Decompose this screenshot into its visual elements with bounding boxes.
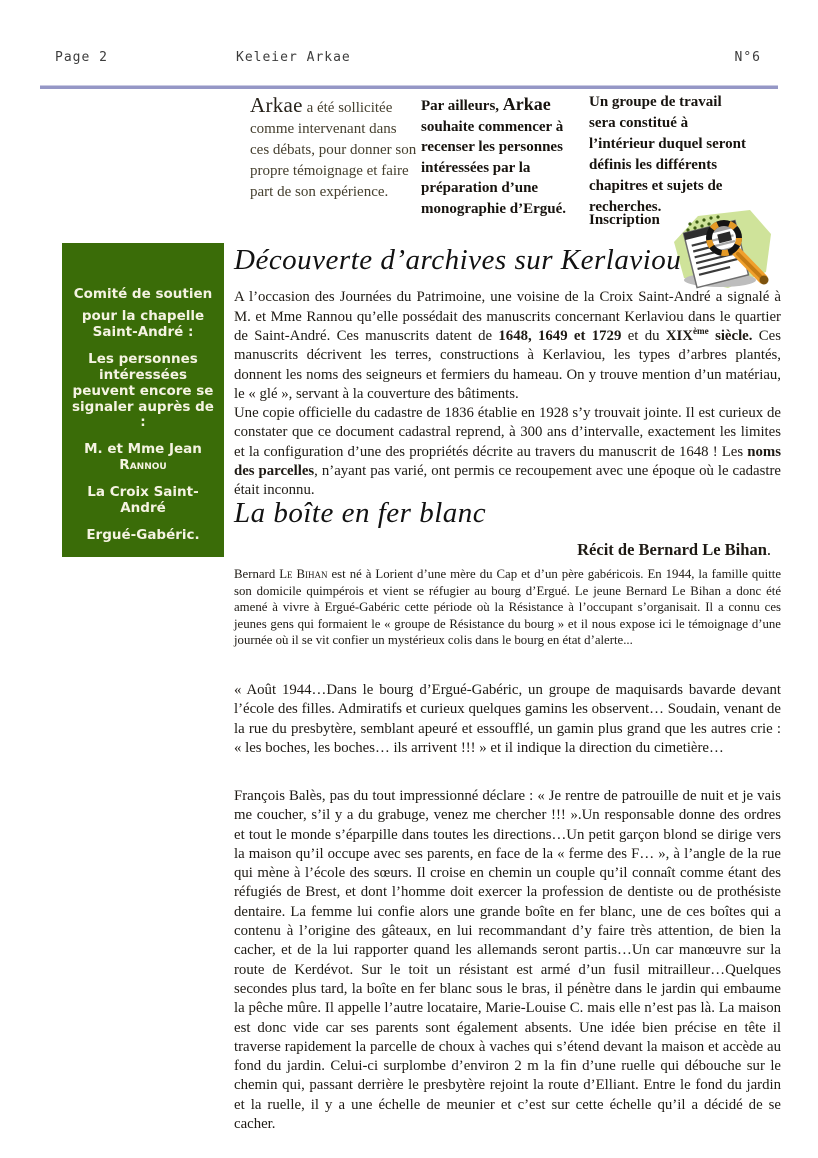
article-kerlaviou-paragraph-2 [234, 404, 781, 500]
bold-dates: 1648, 1649 et 1729 [498, 327, 622, 344]
article-kerlaviou-title: Découverte d’archives sur Kerlaviou [234, 244, 682, 276]
text-run: Bernard [234, 567, 280, 581]
century-suffix: ème [692, 326, 709, 337]
article-kerlaviou [234, 244, 781, 501]
support-committee-box [62, 243, 224, 557]
intro-column-3 [589, 92, 751, 218]
article-boite-paragraph-2: François Balès, pas du tout impressionné déclare : « Je rentre de patrouille de nuit et je vais me coucher, s’il y a du grabuge, venez me chercher !!! ».Un responsable donne des ordres et tout le monde s’éparpille dans toutes les directions…Un petit garçon blond se dirige vers la maison qu’il occupe avec ses parents, en face de la « ferme des F… », à l’angle de la rue qui mène à l’école des sœurs. Il croise en chemin un couple qu’il connaît comme étant des réfugiés de Brest, et dont l’homme doit exercer la profession de dentiste ou de prothésiste dentaire. La femme lui confie alors une grande boîte en fer blanc, une de ces boîtes qui a contenu à l’origine des gâteaux, en lui recommandant d’y faire très attention, de bien la cacher, et de la lui rapporter quand les allemands seront partis…Un car manœuvre sur la route de Kerdévot. Sur le toit un résistant est armé d’un fusil mitrailleur…Quelques secondes plus tard, la boîte en fer blanc sous le bras, il pénètre dans le jardin qui embaume la pêche mûre. Il appelle l’autre locataire, Marie-Louise C. mais elle n’est pas là. La maison est donc vide car ses parents sont également absents. Une idée bien précise en tête il traverse rapidement la parcelle de choux à vaches qui s’étend devant la maison et accède au fond du jardin. Celui-ci surplombe d’environ 2 m la fin d’une ruelle qui débouche sur le chemin qui, passant derrière le presbytère rejoint la route d’Elliant. Entre le fond du jardin et la ruelle, il y a une échelle de meunier et c’est sur cette échelle qu’il a décidé de se cacher. [234, 788, 781, 1133]
intro-column-3-text: Un groupe de travail sera constitué à l’intérieur duquel seront définis les différents chapitres et sujets de recherches. [589, 94, 746, 215]
committee-title: Comité de soutien [73, 286, 213, 302]
article-boite-paragraph-2-block [234, 787, 781, 1134]
article-kerlaviou-paragraph-1 [234, 288, 781, 404]
article-boite-paragraph-1-block [234, 681, 781, 758]
bold-parcelles: noms des parcelles [234, 443, 781, 480]
committee-contact-name [69, 442, 217, 474]
text-run: est né à Lorient d’une mère du Cap et d’un père gabéricois. En 1944, la famille quitte son domicile quimpérois et vient se réfugier au bourg d’Ergué. Le jeune Bernard Le Bihan a donc été amené à vivre à Ergué-Gabéric cette période où la Résistance à l’occupant s’organisait. Il a connu ces jeunes gens qui formaient le « groupe de Résistance du bourg » et il nous expose ici le témoignage d’une journée où il se vit confier un mystérieux colis dans le bourg en état d’alerte... [234, 567, 782, 648]
text-run: et du [621, 327, 666, 344]
article-boite-paragraph-1: « Août 1944…Dans le bourg d’Ergué-Gabéric, un groupe de maquisards bavarde devant l’école des filles. Admiratifs et curieux quelques gamins les observent… Soudain, venant de la rue du presbytère, semblant apeuré et essoufflé, un gamin plus grand que les autres crie : « les boches, les boches… ils arrivent !!! » et il indique la direction du cimetière… [234, 682, 781, 756]
article-boite-title-block [234, 497, 781, 530]
committee-call: Les personnes intéressées peuvent encore se signaler auprès de : [72, 350, 214, 431]
committee-contact-town: Ergué-Gabéric. [86, 527, 200, 544]
inscription-label: Inscription [589, 212, 660, 228]
text-run: A l’occasion des Journées du Patrimoine, une voisine de la Croix Saint-André a signalé à M. et Mme Rannou qu’elle possédait des manuscrits concernant Kerlaviou dans le quartier de Saint-André. Ces manuscrits datent de [234, 289, 781, 344]
header-issue-number: N°6 [734, 50, 761, 65]
byline-name: Récit de Bernard Le Bihan [577, 540, 767, 559]
contact-surname: Rannou [119, 457, 167, 474]
intro-column-2-prefix: Par ailleurs, [421, 98, 503, 114]
header-page-number: Page 2 [55, 50, 108, 65]
contact-name-part: M. et Mme Jean [84, 441, 202, 458]
intro-column-1 [250, 95, 418, 203]
century-roman: XIX [665, 327, 693, 344]
brand-name: Arkae [250, 93, 303, 117]
brand-name: Arkae [502, 94, 551, 114]
text-run: Une copie officielle du cadastre de 1836 établie en 1928 s’y trouvait jointe. Il est curieux de constater que ce document cadastral reprend, à 300 ans d’intervalle, exactement les limites et la configuration d’une des propriétés décrite au travers du manuscrit de 1648 ! Les [234, 405, 781, 460]
intro-column-1-text: a été sollicitée comme intervenant dans ces débats, pour donner son propre témoignage et faire part de son expérience. [250, 100, 417, 200]
intro-column-2 [421, 94, 583, 219]
article-boite-byline [234, 540, 781, 560]
committee-subtitle: pour la chapelle Saint-André : [81, 307, 205, 340]
header-journal-title: Keleier Arkae [236, 50, 351, 65]
text-run: Ces manuscrits décrivent les terres, constructions à Kerlaviou, les types d’arbres plantés, donnent les noms des seigneurs et fermiers du hameau. On y trouve mention d’un matériau, le « glé », servant à la couverture des bâtiments. [234, 327, 781, 402]
intro-column-2-text: souhaite commencer à recenser les personnes intéressées par la préparation d’une monographie d’Ergué. [421, 118, 567, 217]
text-run: , n’ayant pas varié, ont permis ce recoupement avec une époque où le cadastre était inconnu. [234, 463, 781, 499]
byline-period: . [766, 540, 771, 559]
smallcaps-surname: Le Bihan [279, 567, 328, 581]
bold-century [666, 328, 753, 344]
article-boite-title: La boîte en fer blanc [234, 497, 487, 529]
article-boite-intro [234, 566, 781, 649]
header-divider [40, 85, 778, 89]
committee-contact-place: La Croix Saint-André [87, 484, 199, 517]
century-word: siècle. [708, 327, 753, 344]
article-boite-intro-block [234, 566, 781, 649]
